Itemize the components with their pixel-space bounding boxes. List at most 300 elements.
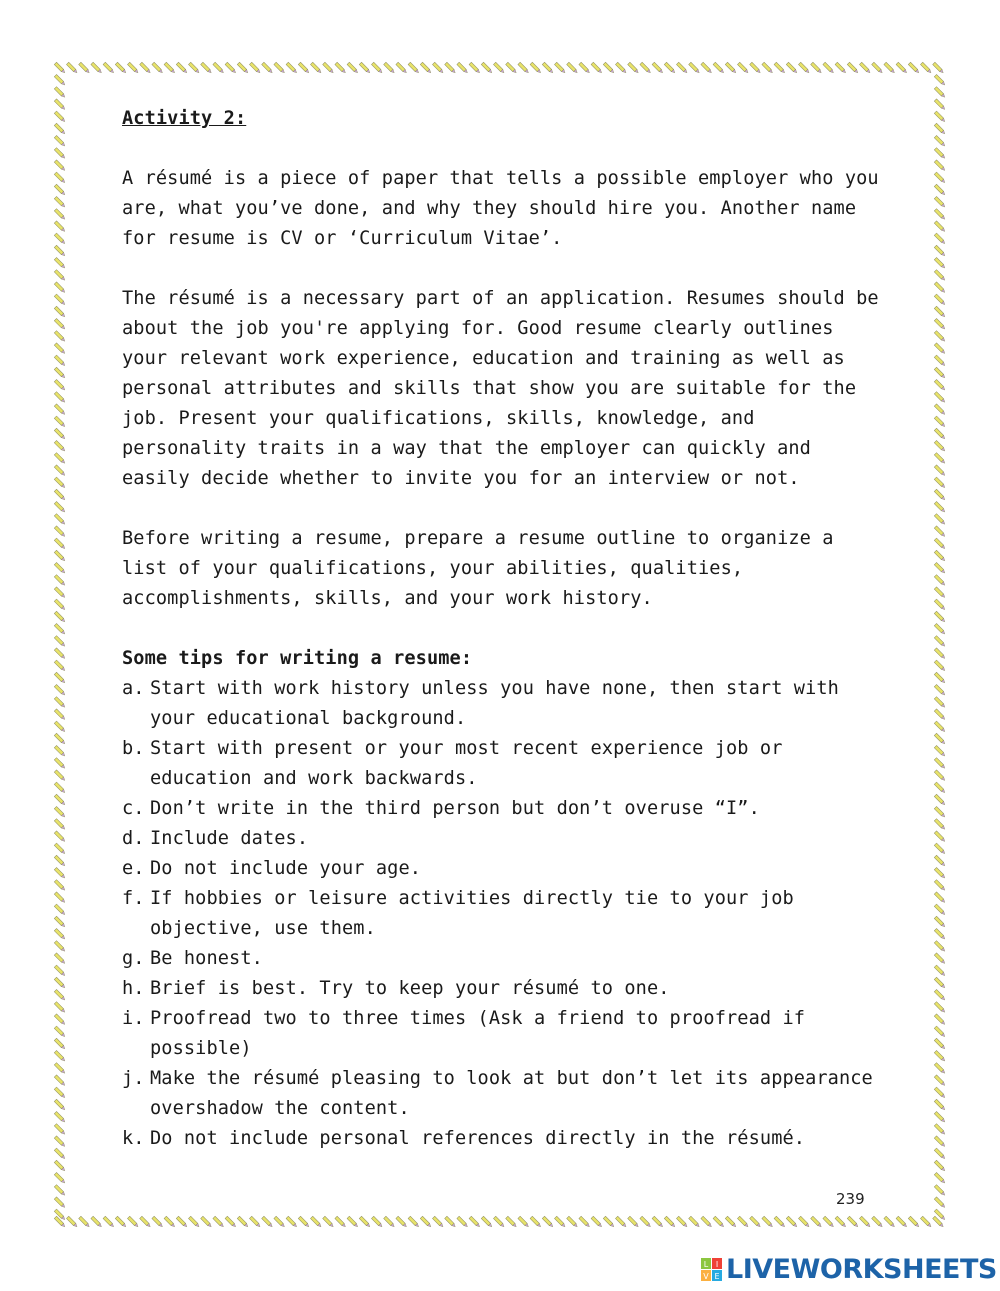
pencil-icon [54,892,66,904]
pencil-icon [713,62,725,74]
pencil-icon [54,477,66,489]
tips-heading: Some tips for writing a resume: [122,648,473,669]
pencil-icon [934,550,946,562]
pencil-icon [54,1026,66,1038]
pencil-icon [934,1136,946,1148]
pencil-icon [934,99,946,111]
pencil-icon [54,733,66,745]
pencil-icon [115,62,127,74]
tip-letter: d. [122,828,145,849]
pencil-icon [934,989,946,1001]
pencil-icon [469,62,481,74]
pencil-icon [249,62,261,74]
pencil-icon [934,562,946,574]
pencil-icon [934,684,946,696]
pencil-icon [54,99,66,111]
pencil-icon [481,1216,493,1228]
pencil-icon [54,489,66,501]
pencil-icon [54,306,66,318]
pencil-icon [262,62,274,74]
pencil-icon [432,1216,444,1228]
pencil-icon [66,62,78,74]
pencil-icon [359,62,371,74]
pencil-icon [54,562,66,574]
pencil-icon [934,209,946,221]
pencil-icon [762,1216,774,1228]
pencil-icon [176,62,188,74]
pencil-icon [934,343,946,355]
pencil-icon [934,1172,946,1184]
pencil-icon [934,514,946,526]
pencil-icon [774,1216,786,1228]
page-number: 239 [836,1190,865,1208]
pencil-icon [54,1099,66,1111]
pencil-icon [54,611,66,623]
pencil-icon [445,62,457,74]
pencil-icon [54,404,66,416]
pencil-icon [798,1216,810,1228]
paragraph-outline: Before writing a resume, prepare a resume outline to organize a list of your qualifications, your abilities, qualities, accomplishments, skills, and your work history. [122,528,834,609]
tip-letter: j. [122,1068,145,1089]
pencil-icon [54,831,66,843]
tip-text: Proofread two to three times (Ask a friend to proofread if possible) [150,1008,806,1059]
pencil-icon [54,62,66,74]
pencil-icon [359,1216,371,1228]
pencil-icon [934,599,946,611]
pencil-icon [811,62,823,74]
pencil-icon [54,599,66,611]
pencil-icon [920,62,932,74]
pencil-icon [713,1216,725,1228]
pencil-icon [54,428,66,440]
pencil-icon [603,1216,615,1228]
pencil-icon [934,1014,946,1026]
pencil-icon [554,62,566,74]
pencil-icon [347,62,359,74]
pencil-icon [54,526,66,538]
pencil-icon [567,1216,579,1228]
pencil-icon [54,721,66,733]
pencil-icon [934,1197,946,1209]
pencil-icon [54,1136,66,1148]
pencil-icon [934,745,946,757]
tip-letter: k. [122,1128,145,1149]
pencil-icon [934,270,946,282]
pencil-icon [54,1111,66,1123]
pencil-icon [54,209,66,221]
pencil-icon [737,62,749,74]
pencil-icon [934,916,946,928]
pencil-icon [934,526,946,538]
pencil-icon [310,1216,322,1228]
pencil-icon [506,1216,518,1228]
pencil-icon [396,62,408,74]
pencil-icon [908,62,920,74]
pencil-icon [54,843,66,855]
pencil-icon [934,440,946,452]
pencil-icon [786,1216,798,1228]
pencil-icon [54,916,66,928]
pencil-icon [934,697,946,709]
tip-item [122,1004,882,1064]
pencil-icon [262,1216,274,1228]
pencil-icon [506,62,518,74]
pencil-icon [54,440,66,452]
pencil-icon [54,87,66,99]
pencil-icon [298,62,310,74]
pencil-icon [934,453,946,465]
pencil-icon [164,1216,176,1228]
pencil-icon [934,1124,946,1136]
pencil-icon [934,331,946,343]
pencil-icon [54,770,66,782]
pencil-icon [54,1002,66,1014]
pencil-icon [530,1216,542,1228]
pencil-icon [274,1216,286,1228]
pencil-icon [54,1087,66,1099]
pencil-icon [54,465,66,477]
pencil-icon [54,855,66,867]
tip-text: Make the résumé pleasing to look at but don’t let its appearance overshadow the content. [150,1068,873,1119]
pencil-icon [384,62,396,74]
pencil-icon [859,1216,871,1228]
tip-letter: c. [122,798,145,819]
pencil-icon [934,648,946,660]
pencil-icon [762,62,774,74]
pencil-icon [54,977,66,989]
pencil-icon [274,62,286,74]
pencil-icon [54,184,66,196]
pencil-icon [127,1216,139,1228]
pencil-icon [934,135,946,147]
pencil-icon [934,721,946,733]
pencil-icon [934,819,946,831]
pencil-icon [823,62,835,74]
pencil-icon [934,1148,946,1160]
pencil-icon [140,62,152,74]
pencil-icon [884,62,896,74]
pencil-icon [934,953,946,965]
pencil-icon [664,62,676,74]
pencil-icon [835,62,847,74]
tip-text: Include dates. [150,828,309,849]
pencil-icon [934,855,946,867]
pencil-icon [934,111,946,123]
pencil-icon [164,62,176,74]
liveworksheets-wordmark: LIVEWORKSHEETS [726,1254,997,1285]
pencil-icon [823,1216,835,1228]
pencil-icon [934,294,946,306]
pencil-icon [66,1216,78,1228]
pencil-icon [750,62,762,74]
pencil-icon [213,62,225,74]
pencil-icon [518,62,530,74]
pencil-icon [934,892,946,904]
pencil-icon [54,965,66,977]
tip-item [122,1124,882,1154]
pencil-icon [54,111,66,123]
tip-letter: f. [122,888,145,909]
pencil-icon [934,1160,946,1172]
pencil-icon [188,1216,200,1228]
pencil-icon [591,1216,603,1228]
pencil-icon [91,1216,103,1228]
pencil-icon [152,62,164,74]
pencil-icon [54,1172,66,1184]
pencil-icon [54,331,66,343]
pencil-icon [54,257,66,269]
pencil-icon [518,1216,530,1228]
pencil-icon [934,794,946,806]
tip-text: Start with work history unless you have none, then start with your educational background. [150,678,839,729]
tip-letter: g. [122,948,145,969]
pencil-icon [934,880,946,892]
pencil-icon [934,87,946,99]
pencil-icon [457,62,469,74]
pencil-icon [872,62,884,74]
activity-title: Activity 2: [122,108,247,129]
pencil-icon [934,843,946,855]
pencil-icon [934,257,946,269]
pencil-icon [188,62,200,74]
pencil-icon [54,1038,66,1050]
pencil-icon [934,489,946,501]
tip-text: Brief is best. Try to keep your résumé to one. [150,978,670,999]
pencil-icon [54,794,66,806]
pencil-icon [335,1216,347,1228]
pencil-icon [934,611,946,623]
pencil-icon [934,709,946,721]
pencil-icon [908,1216,920,1228]
pencil-icon [140,1216,152,1228]
pencil-icon [225,62,237,74]
pencil-icon [408,62,420,74]
pencil-icon [54,270,66,282]
pencil-icon [54,867,66,879]
pencil-icon [237,1216,249,1228]
pencil-icon [542,1216,554,1228]
pencil-icon [934,770,946,782]
pencil-icon [603,62,615,74]
pencil-icon [54,782,66,794]
pencil-icon [934,465,946,477]
pencil-icon [934,306,946,318]
pencil-icon [54,148,66,160]
tip-item [122,1064,882,1124]
pencil-icon [934,245,946,257]
pencil-icon [201,1216,213,1228]
pencil-icon [934,477,946,489]
pencil-icon [54,1148,66,1160]
tip-text: Be honest. [150,948,263,969]
pencil-icon [347,1216,359,1228]
pencil-icon [701,1216,713,1228]
pencil-icon [54,745,66,757]
pencil-icon [54,538,66,550]
pencil-icon [54,1050,66,1062]
paragraph-application: The résumé is a necessary part of an application. Resumes should be about the job you're applying for. Good resume clearly outlines your relevant work experience, education and training as well as personal attributes and skills that show you are suitable for the job. Present your qualifications, skills, knowledge, and personality traits in a way that the employer can quickly and easily decide whether to invite you for an interview or not. [122,288,879,489]
pencil-icon [934,672,946,684]
pencil-icon [884,1216,896,1228]
pencil-icon [676,1216,688,1228]
pencil-icon [579,1216,591,1228]
pencil-icon [103,1216,115,1228]
pencil-icon [335,62,347,74]
pencil-icon [934,538,946,550]
pencil-icon [934,416,946,428]
svg-text:I: I [715,1260,719,1269]
pencil-icon [54,989,66,1001]
pencil-icon [54,294,66,306]
pencil-icon [371,1216,383,1228]
pencil-icon [54,379,66,391]
pencil-icon [934,636,946,648]
tips-list [122,674,882,1154]
pencil-icon [835,1216,847,1228]
pencil-icon [54,392,66,404]
pencil-icon [652,1216,664,1228]
pencil-icon [934,1063,946,1075]
pencil-icon [54,697,66,709]
pencil-icon [934,404,946,416]
pencil-icon [567,62,579,74]
pencil-icon [934,1075,946,1087]
pencil-icon [676,62,688,74]
pencil-icon [934,904,946,916]
pencil-icon [934,428,946,440]
tip-item [122,674,882,734]
pencil-icon [54,453,66,465]
pencil-icon [445,1216,457,1228]
pencil-icon [408,1216,420,1228]
pencil-icon [934,160,946,172]
pencil-icon [54,1197,66,1209]
pencil-icon [750,1216,762,1228]
pencil-icon [54,1063,66,1075]
liveworksheets-logo-icon [700,1257,724,1283]
svg-text:E: E [714,1272,720,1281]
tip-item [122,734,882,794]
pencil-icon [54,367,66,379]
pencil-icon [934,965,946,977]
pencil-icon [54,709,66,721]
pencil-icon [640,1216,652,1228]
pencil-icon [54,587,66,599]
pencil-icon [127,62,139,74]
pencil-icon [371,62,383,74]
pencil-icon [54,282,66,294]
pencil-icon [310,62,322,74]
pencil-icon [591,62,603,74]
pencil-icon [934,282,946,294]
pencil-icon [934,1111,946,1123]
pencil-icon [384,1216,396,1228]
pencil-icon [934,758,946,770]
pencil-icon [934,660,946,672]
pencil-icon [920,1216,932,1228]
pencil-icon [896,1216,908,1228]
tip-text: Don’t write in the third person but don’t overuse “I”. [150,798,760,819]
pencil-icon [859,62,871,74]
pencil-icon [432,62,444,74]
pencil-icon [54,318,66,330]
tip-item [122,884,882,944]
tip-letter: h. [122,978,145,999]
pencil-icon [225,1216,237,1228]
pencil-icon [934,318,946,330]
pencil-icon [54,941,66,953]
pencil-icon [54,575,66,587]
pencil-icon [933,62,945,74]
pencil-icon [579,62,591,74]
pencil-icon [54,172,66,184]
pencil-icon [934,1050,946,1062]
pencil-icon [934,867,946,879]
pencil-icon [725,62,737,74]
pencil-icon [934,392,946,404]
pencil-icon [54,196,66,208]
pencil-icon [54,819,66,831]
pencil-icon [628,1216,640,1228]
pencil-icon [689,1216,701,1228]
tip-item [122,974,882,1004]
pencil-icon [481,62,493,74]
pencil-icon [934,184,946,196]
pencil-icon [554,1216,566,1228]
pencil-icon [640,62,652,74]
pencil-icon [115,1216,127,1228]
pencil-icon [934,172,946,184]
pencil-icon [493,1216,505,1228]
pencil-icon [934,148,946,160]
pencil-icon [54,928,66,940]
pencil-icon [934,575,946,587]
pencil-icon [847,62,859,74]
pencil-icon [54,758,66,770]
pencil-icon [54,1075,66,1087]
pencil-icon [298,1216,310,1228]
pencil-icon [934,941,946,953]
liveworksheets-brand[interactable] [700,1252,997,1288]
pencil-icon [847,1216,859,1228]
tip-text: Start with present or your most recent experience job or education and work backwards. [150,738,783,789]
pencil-icon [54,74,66,86]
pencil-icon [396,1216,408,1228]
pencil-icon [54,160,66,172]
pencil-icon [934,733,946,745]
pencil-icon [934,233,946,245]
tip-item [122,824,882,854]
pencil-icon [934,355,946,367]
pencil-icon [652,62,664,74]
pencil-icon [615,1216,627,1228]
pencil-icon [628,62,640,74]
tip-item [122,944,882,974]
pencil-icon [689,62,701,74]
pencil-icon [737,1216,749,1228]
pencil-icon [54,806,66,818]
pencil-icon [54,514,66,526]
pencil-icon [457,1216,469,1228]
pencil-icon [896,62,908,74]
pencil-icon [530,62,542,74]
pencil-icon [54,904,66,916]
tip-text: If hobbies or leisure activities directly tie to your job objective, use them. [150,888,794,939]
tip-letter: a. [122,678,145,699]
pencil-icon [237,62,249,74]
pencil-icon [725,1216,737,1228]
pencil-icon [934,782,946,794]
